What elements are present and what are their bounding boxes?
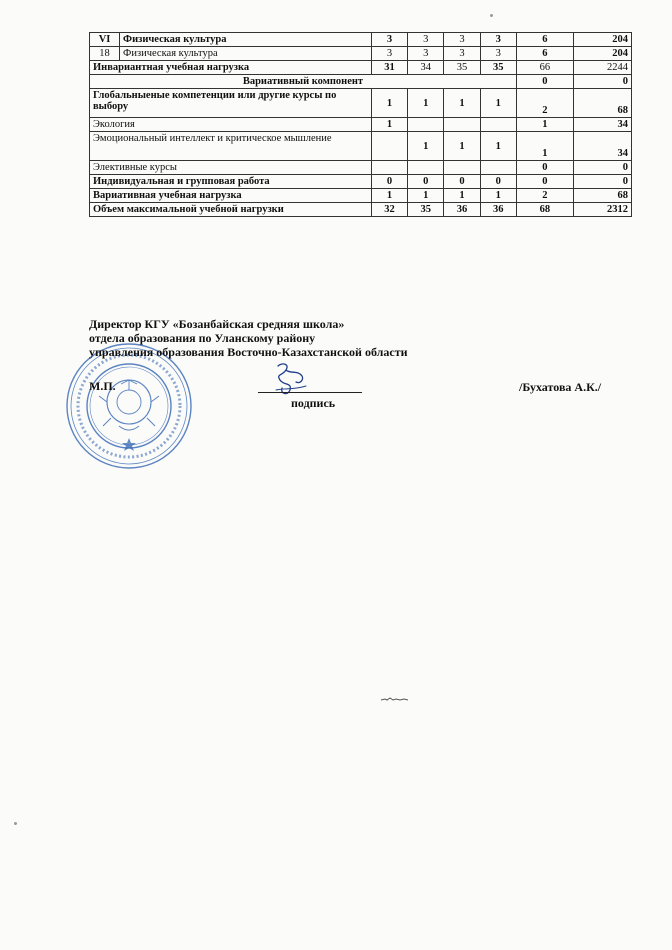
grade-hours: [480, 161, 516, 175]
grade-hours: 0: [371, 175, 407, 189]
table-row: [90, 89, 632, 118]
grade-hours: 3: [408, 47, 444, 61]
grade-hours: 35: [480, 61, 516, 75]
total-hours: 0: [573, 75, 631, 89]
grade-hours: 1: [444, 89, 480, 118]
table-row: [90, 175, 632, 189]
table-row: [90, 118, 632, 132]
total-hours: 34: [573, 132, 631, 161]
weekly-hours: 2: [516, 189, 573, 203]
signature-line: [258, 392, 362, 393]
grade-hours: 1: [408, 132, 444, 161]
subject-name: Индивидуальная и групповая работа: [90, 175, 372, 189]
weekly-hours: 2: [516, 89, 573, 118]
signer-name: /Бухатова А.К./: [519, 380, 602, 394]
subject-name: Физическая культура: [120, 33, 372, 47]
grade-hours: 36: [444, 203, 480, 217]
weekly-hours: 6: [516, 47, 573, 61]
grade-hours: 35: [444, 61, 480, 75]
grade-hours: 1: [480, 89, 516, 118]
grade-hours: 1: [371, 118, 407, 132]
subject-name: Инвариантная учебная нагрузка: [90, 61, 372, 75]
grade-hours: 1: [444, 132, 480, 161]
total-hours: 204: [573, 33, 631, 47]
table-row: [90, 161, 632, 175]
curriculum-table: [89, 32, 632, 217]
total-hours: 0: [573, 161, 631, 175]
grade-hours: 0: [408, 175, 444, 189]
grade-hours: 32: [371, 203, 407, 217]
table-row: [90, 47, 632, 61]
total-hours: 68: [573, 89, 631, 118]
scan-speck: [490, 14, 493, 17]
grade-hours: 3: [480, 33, 516, 47]
grade-hours: 34: [408, 61, 444, 75]
row-number: VI: [90, 33, 120, 47]
official-seal-icon: [63, 340, 195, 472]
grade-hours: 1: [480, 189, 516, 203]
total-hours: 0: [573, 175, 631, 189]
director-title-line: Директор КГУ «Бозанбайская средняя школа»: [89, 317, 345, 331]
grade-hours: 1: [371, 189, 407, 203]
grade-hours: 1: [408, 189, 444, 203]
grade-hours: 35: [408, 203, 444, 217]
weekly-hours: 6: [516, 33, 573, 47]
weekly-hours: 66: [516, 61, 573, 75]
grade-hours: 3: [444, 47, 480, 61]
weekly-hours: 0: [516, 175, 573, 189]
subject-name: Элективные курсы: [90, 161, 372, 175]
grade-hours: [444, 161, 480, 175]
table-row: [90, 189, 632, 203]
grade-hours: 3: [408, 33, 444, 47]
weekly-hours: 1: [516, 132, 573, 161]
seal-place-label: М.П.: [89, 379, 116, 393]
grade-hours: 3: [371, 33, 407, 47]
table-row: [90, 132, 632, 161]
subject-name: Физическая культура: [120, 47, 372, 61]
weekly-hours: 68: [516, 203, 573, 217]
subject-name: Эмоциональный интеллект и критическое мышление: [90, 132, 372, 161]
grade-hours: 1: [444, 189, 480, 203]
section-heading: Вариативный компонент: [90, 75, 517, 89]
subject-name: Глобальныеные компетенции или другие курсы по выбору: [90, 89, 372, 118]
grade-hours: 1: [480, 132, 516, 161]
grade-hours: 1: [408, 89, 444, 118]
signature-caption: подпись: [291, 396, 336, 410]
total-hours: 204: [573, 47, 631, 61]
director-info: [89, 317, 408, 359]
total-hours: 68: [573, 189, 631, 203]
grade-hours: 36: [480, 203, 516, 217]
grade-hours: 3: [480, 47, 516, 61]
grade-hours: 3: [371, 47, 407, 61]
total-hours: 34: [573, 118, 631, 132]
weekly-hours: 1: [516, 118, 573, 132]
table-row: [90, 203, 632, 217]
grade-hours: 3: [444, 33, 480, 47]
grade-hours: [371, 132, 407, 161]
table-row: [90, 75, 632, 89]
table-row: [90, 33, 632, 47]
grade-hours: [444, 118, 480, 132]
handwritten-signature-icon: [272, 360, 308, 400]
subject-name: Вариативная учебная нагрузка: [90, 189, 372, 203]
grade-hours: [371, 161, 407, 175]
total-hours: 2312: [573, 203, 631, 217]
grade-hours: [408, 118, 444, 132]
grade-hours: 0: [444, 175, 480, 189]
administration-line: управления образования Восточно-Казахстанской области: [89, 345, 408, 359]
grade-hours: [480, 118, 516, 132]
total-hours: 2244: [573, 61, 631, 75]
grade-hours: [408, 161, 444, 175]
scan-speck: [14, 822, 17, 825]
grade-hours: 0: [480, 175, 516, 189]
grade-hours: 1: [371, 89, 407, 118]
row-number: 18: [90, 47, 120, 61]
subject-name: Объем максимальной учебной нагрузки: [90, 203, 372, 217]
ink-smudge: [380, 696, 410, 702]
subject-name: Экология: [90, 118, 372, 132]
table-row: [90, 61, 632, 75]
grade-hours: 31: [371, 61, 407, 75]
weekly-hours: 0: [516, 75, 573, 89]
department-line: отдела образования по Уланскому району: [89, 331, 316, 345]
weekly-hours: 0: [516, 161, 573, 175]
